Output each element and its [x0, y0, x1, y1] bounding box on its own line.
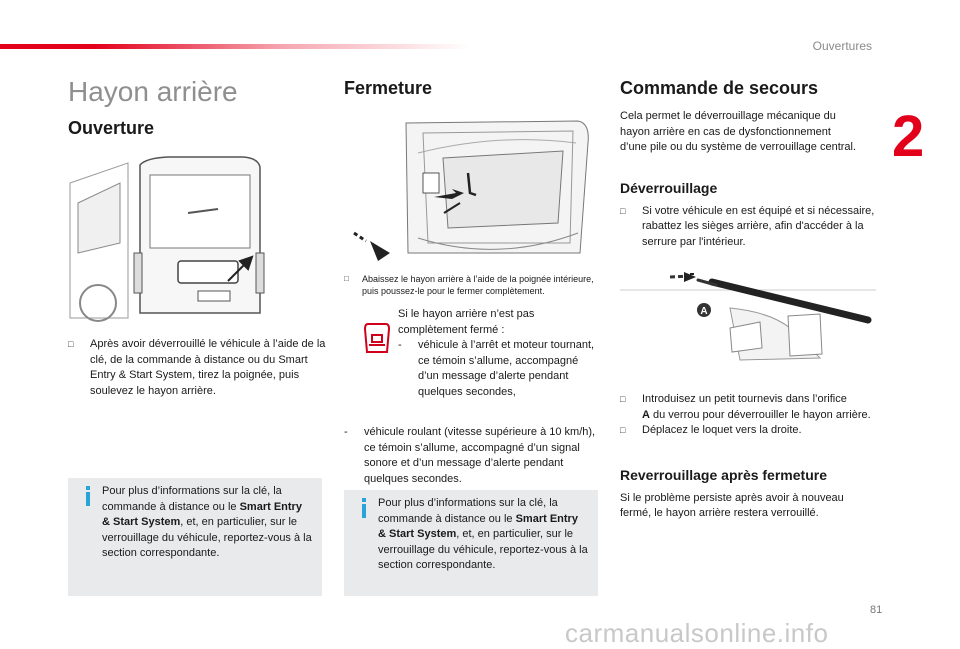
info-box-fermeture — [344, 490, 598, 596]
column-ouverture — [68, 74, 328, 399]
info-text: Pour plus d’informations sur la clé, la commande à distance ou le Smart Entry & Start System, et, en particulier, sur le verrouillage du véhicule, reportez-vous à la section correspondante. — [378, 497, 588, 571]
bullet-marker-icon: □ — [620, 394, 626, 404]
subsection-reverrouillage: Reverrouillage après fermeture — [620, 466, 827, 483]
emergency-unlock-illustration — [620, 268, 882, 368]
warning-item-2: - véhicule roulant (vitesse supérieure à 10 km/h), ce témoin s’allume, accompagné d’un signal sonore et d’un message d’alerte pendant quelques secondes. — [344, 426, 596, 485]
info-icon — [82, 486, 94, 506]
bullet-marker-icon: □ — [344, 274, 349, 283]
section-title-ouverture: Ouverture — [68, 118, 155, 138]
instruction-open: □ Après avoir déverrouillé le véhicule à l’aide de la clé, de la commande à distance ou du Smart Entry & Start System, tirez la poignée, puis soulevez le hayon arrière. — [68, 338, 326, 397]
bullet-marker-icon: □ — [620, 425, 626, 435]
tailgate-closing-illustration — [348, 113, 604, 263]
chapter-number: 2 — [892, 104, 925, 169]
instruction-latch: □ Déplacez le loquet vers la droite. — [620, 423, 882, 439]
subsection-deverrouillage: Déverrouillage — [620, 179, 718, 196]
closing-caption: □ Abaissez le hayon arrière à l’aide de la poignée intérieure, puis poussez-le pour le fermer complètement. — [344, 274, 594, 296]
top-accent-bar — [0, 44, 470, 49]
page-number: 81 — [870, 604, 883, 616]
watermark: carmanualsonline.info — [565, 618, 829, 648]
tailgate-open-warning-icon — [362, 321, 392, 355]
info-text: Pour plus d’informations sur la clé, la commande à distance ou le Smart Entry & Start System, et, en particulier, sur le verrouillage du véhicule, reportez-vous à la section correspondante. — [102, 485, 312, 559]
bullet-marker-icon: □ — [620, 205, 626, 216]
column-fermeture — [344, 74, 604, 487]
warning-block: Si le hayon arrière n’est pas complètement fermé : - véhicule à l’arrêt et moteur tournant, ce témoin s’allume, accompagné d’un message d’alerte pendant quelques secondes, — [344, 307, 604, 417]
section-header: Ouvertures — [812, 39, 872, 53]
section-title-secours: Commande de secours — [620, 78, 819, 98]
instruction-screwdriver: □ Introduisez un petit tournevis dans l’orifice A du verrou pour déverrouiller le hayon arrière. — [620, 393, 871, 421]
van-rear-illustration — [68, 153, 328, 323]
section-title-fermeture: Fermeture — [344, 78, 433, 98]
bullet-marker-icon: □ — [68, 339, 74, 349]
callout-a-label: A — [700, 306, 708, 317]
column-commande-secours — [620, 74, 882, 522]
reverrouillage-text: Si le problème persiste après avoir à nouveau fermé, le hayon arrière restera verrouillé. — [620, 491, 844, 519]
info-icon — [358, 498, 370, 518]
page-title: Hayon arrière — [68, 76, 238, 107]
secours-intro: Cela permet le déverrouillage mécanique du hayon arrière en cas de dysfonctionnement d’une pile ou du système de verrouillage central. — [620, 110, 857, 153]
info-box-ouverture — [68, 478, 322, 596]
instruction-seats: □ Si votre véhicule en est équipé et si nécessaire, rabattez les sièges arrière, afin d'accéder à la serrure par l'intérieur. — [620, 204, 875, 248]
